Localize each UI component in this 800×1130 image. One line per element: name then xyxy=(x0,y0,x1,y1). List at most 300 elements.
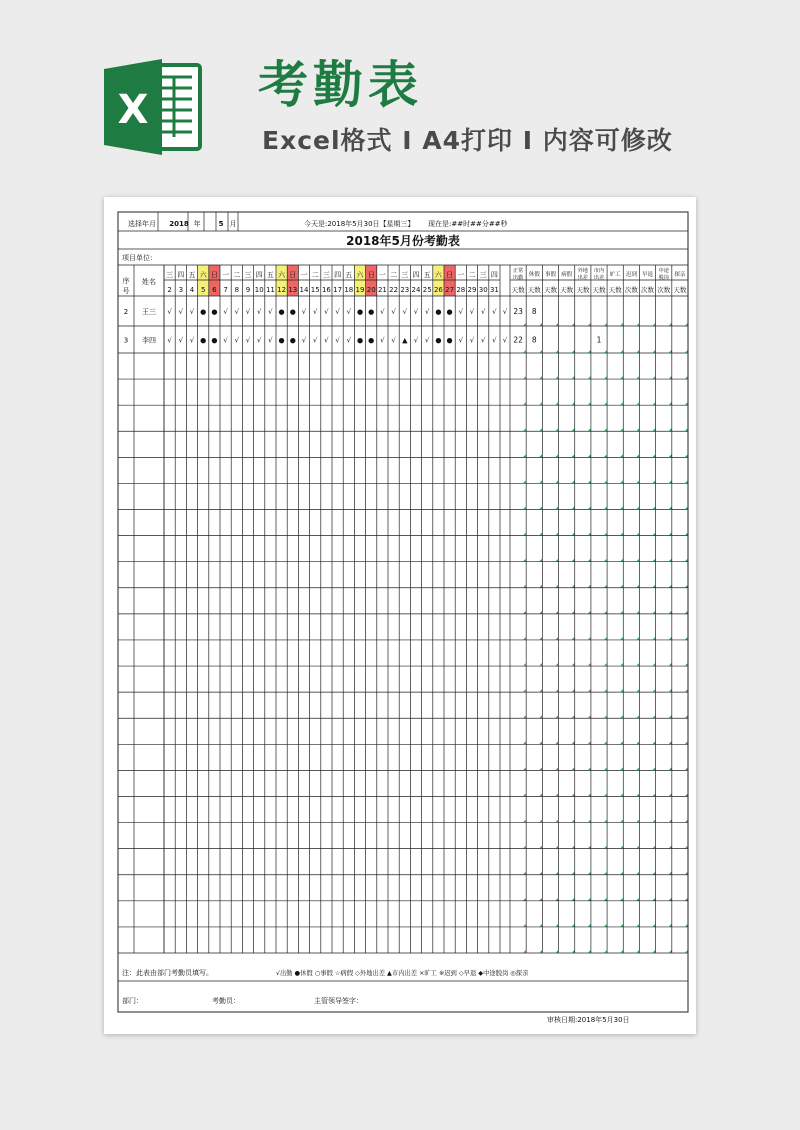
cell-comment-marker xyxy=(572,323,575,326)
review-date: 审核日期:2018年5月30日 xyxy=(547,1016,630,1024)
cell-comment-marker xyxy=(588,611,591,614)
cell-comment-marker xyxy=(588,846,591,849)
cell-comment-marker xyxy=(653,689,656,692)
day-number: 11 xyxy=(265,286,275,294)
attendance-mark: √ xyxy=(391,336,396,345)
attendance-mark: √ xyxy=(492,336,497,345)
day-number: 5 xyxy=(200,286,206,294)
cell-comment-marker xyxy=(653,611,656,614)
day-number: 16 xyxy=(321,286,331,294)
attendance-mark: ● xyxy=(200,308,207,316)
note-text: 注：此表由部门考勤员填写。 xyxy=(122,969,213,977)
cell-comment-marker xyxy=(604,767,607,770)
cell-comment-marker xyxy=(620,689,623,692)
attendance-mark: √ xyxy=(178,308,184,316)
weekday-header: 六 xyxy=(434,271,442,279)
cell-comment-marker xyxy=(604,533,607,536)
cell-comment-marker xyxy=(620,715,623,718)
cell-comment-marker xyxy=(523,715,526,718)
weekday-header: 一 xyxy=(300,271,308,279)
attendance-mark: √ xyxy=(301,308,307,316)
cell-comment-marker xyxy=(636,898,639,901)
attendance-mark: √ xyxy=(301,336,307,345)
cell-comment-marker xyxy=(653,846,656,849)
year-unit: 年 xyxy=(193,220,201,228)
weekday-header: 一 xyxy=(378,271,386,279)
weekday-header: 五 xyxy=(188,271,196,279)
attendance-mark: √ xyxy=(469,336,475,345)
cell-comment-marker xyxy=(572,533,575,536)
cell-comment-marker xyxy=(523,663,526,666)
day-number: 10 xyxy=(254,286,264,294)
today-text: 今天是:2018年5月30日【星期三】 xyxy=(304,220,415,228)
attendance-mark: √ xyxy=(458,336,464,345)
summary-header-line2: 脱岗 xyxy=(658,275,669,281)
seq-header-line1: 序 xyxy=(122,277,130,285)
cell-comment-marker xyxy=(685,376,688,379)
cell-comment-marker xyxy=(604,350,607,353)
weekday-header: 日 xyxy=(446,271,454,279)
cell-comment-marker xyxy=(636,480,639,483)
cell-comment-marker xyxy=(539,507,542,510)
weekday-header: 五 xyxy=(266,271,274,279)
day-number: 25 xyxy=(422,286,432,294)
attendance-mark: ● xyxy=(278,308,285,316)
attendance-mark: ● xyxy=(211,308,218,316)
cell-comment-marker xyxy=(620,559,623,562)
cell-comment-marker xyxy=(572,715,575,718)
day-number: 9 xyxy=(245,286,251,294)
cell-comment-marker xyxy=(685,559,688,562)
clerk-label: 考勤员： xyxy=(212,997,240,1005)
cell-comment-marker xyxy=(636,872,639,875)
cell-comment-marker xyxy=(588,793,591,796)
attendance-mark: √ xyxy=(492,308,497,316)
month-unit: 月 xyxy=(229,220,237,228)
cell-comment-marker xyxy=(669,428,672,431)
attendance-mark: √ xyxy=(189,308,195,316)
cell-comment-marker xyxy=(572,898,575,901)
attendance-mark: √ xyxy=(424,336,430,345)
cell-comment-marker xyxy=(572,872,575,875)
cell-comment-marker xyxy=(653,741,656,744)
day-number: 18 xyxy=(344,286,354,294)
cell-comment-marker xyxy=(523,507,526,510)
cell-comment-marker xyxy=(685,637,688,640)
cell-comment-marker xyxy=(653,637,656,640)
cell-comment-marker xyxy=(523,454,526,457)
cell-comment-marker xyxy=(685,924,688,927)
cell-comment-marker xyxy=(539,454,542,457)
attendance-mark: ● xyxy=(368,336,375,345)
attendance-mark: √ xyxy=(256,308,262,316)
cell-comment-marker xyxy=(653,323,656,326)
cell-comment-marker xyxy=(539,950,542,953)
cell-comment-marker xyxy=(572,559,575,562)
attendance-mark: √ xyxy=(312,308,318,316)
cell-comment-marker xyxy=(620,533,623,536)
weekday-header: 日 xyxy=(289,271,297,279)
cell-comment-marker xyxy=(620,820,623,823)
cell-comment-marker xyxy=(653,663,656,666)
cell-comment-marker xyxy=(556,350,559,353)
cell-comment-marker xyxy=(604,611,607,614)
cell-comment-marker xyxy=(523,323,526,326)
day-number: 23 xyxy=(400,286,410,294)
weekday-header: 二 xyxy=(311,271,319,279)
summary-value: 23 xyxy=(513,307,523,316)
cell-comment-marker xyxy=(539,559,542,562)
cell-comment-marker xyxy=(539,898,542,901)
cell-comment-marker xyxy=(539,689,542,692)
cell-comment-marker xyxy=(523,950,526,953)
attendance-mark: ● xyxy=(289,336,296,345)
attendance-mark: √ xyxy=(223,308,228,316)
cell-comment-marker xyxy=(588,715,591,718)
weekday-header: 三 xyxy=(401,271,409,279)
cell-comment-marker xyxy=(588,767,591,770)
cell-comment-marker xyxy=(636,402,639,405)
cell-comment-marker xyxy=(556,480,559,483)
cell-comment-marker xyxy=(588,924,591,927)
cell-comment-marker xyxy=(604,846,607,849)
attendance-mark: ▲ xyxy=(402,336,408,345)
cell-comment-marker xyxy=(604,480,607,483)
cell-comment-marker xyxy=(604,402,607,405)
attendance-mark: ● xyxy=(211,336,218,345)
cell-comment-marker xyxy=(636,611,639,614)
day-number: 31 xyxy=(489,286,499,294)
cell-comment-marker xyxy=(620,741,623,744)
attendance-mark: √ xyxy=(402,308,408,316)
sheet-border xyxy=(118,212,688,1012)
summary-header: 病假 xyxy=(561,272,573,278)
attendance-mark: √ xyxy=(480,336,486,345)
weekday-header: 三 xyxy=(479,271,487,279)
cell-comment-marker xyxy=(572,689,575,692)
cell-comment-marker xyxy=(588,350,591,353)
cell-comment-marker xyxy=(588,820,591,823)
cell-comment-marker xyxy=(620,846,623,849)
day-number: 13 xyxy=(288,286,298,294)
attendance-mark: √ xyxy=(234,308,240,316)
cell-comment-marker xyxy=(669,323,672,326)
cell-comment-marker xyxy=(523,428,526,431)
day-number: 3 xyxy=(178,286,184,294)
cell-comment-marker xyxy=(539,663,542,666)
attendance-mark: √ xyxy=(256,336,262,345)
cell-comment-marker xyxy=(620,480,623,483)
cell-comment-marker xyxy=(523,767,526,770)
cell-comment-marker xyxy=(539,846,542,849)
cell-comment-marker xyxy=(556,507,559,510)
cell-comment-marker xyxy=(588,402,591,405)
cell-comment-marker xyxy=(572,402,575,405)
cell-comment-marker xyxy=(556,559,559,562)
attendance-mark: √ xyxy=(391,308,396,316)
cell-comment-marker xyxy=(539,715,542,718)
cell-comment-marker xyxy=(636,559,639,562)
cell-comment-marker xyxy=(572,480,575,483)
cell-comment-marker xyxy=(523,846,526,849)
cell-comment-marker xyxy=(556,898,559,901)
cell-comment-marker xyxy=(669,507,672,510)
summary-header-line1: 正常 xyxy=(512,268,524,274)
weekday-header: 日 xyxy=(367,271,375,279)
cell-comment-marker xyxy=(669,533,672,536)
month-value: 5 xyxy=(218,220,224,228)
cell-comment-marker xyxy=(620,611,623,614)
summary-header-line1: 市内 xyxy=(593,268,605,274)
cell-comment-marker xyxy=(572,350,575,353)
attendance-mark: √ xyxy=(346,336,352,345)
attendance-mark: ● xyxy=(368,308,375,316)
cell-comment-marker xyxy=(523,480,526,483)
cell-comment-marker xyxy=(523,376,526,379)
cell-comment-marker xyxy=(685,323,688,326)
summary-value: 8 xyxy=(531,307,537,316)
summary-header: 探亲 xyxy=(674,272,686,278)
cell-comment-marker xyxy=(588,950,591,953)
cell-comment-marker xyxy=(523,820,526,823)
cell-comment-marker xyxy=(669,820,672,823)
cell-comment-marker xyxy=(685,663,688,666)
attendance-sheet xyxy=(104,197,696,1034)
select-month-label: 选择年月 xyxy=(128,220,156,228)
attendance-mark: √ xyxy=(380,308,385,316)
cell-comment-marker xyxy=(539,428,542,431)
cell-comment-marker xyxy=(685,402,688,405)
cell-comment-marker xyxy=(653,507,656,510)
cell-comment-marker xyxy=(653,350,656,353)
cell-comment-marker xyxy=(588,898,591,901)
attendance-mark: √ xyxy=(268,308,273,316)
cell-comment-marker xyxy=(685,846,688,849)
cell-comment-marker xyxy=(572,741,575,744)
cell-comment-marker xyxy=(685,507,688,510)
weekday-header: 六 xyxy=(356,271,364,279)
cell-comment-marker xyxy=(604,689,607,692)
cell-comment-marker xyxy=(620,767,623,770)
cell-comment-marker xyxy=(572,507,575,510)
cell-comment-marker xyxy=(523,637,526,640)
cell-comment-marker xyxy=(523,872,526,875)
cell-comment-marker xyxy=(669,872,672,875)
attendance-mark: ● xyxy=(356,336,364,345)
day-number: 8 xyxy=(234,286,240,294)
attendance-mark-extra: √ xyxy=(502,308,508,316)
cell-comment-marker xyxy=(620,637,623,640)
cell-comment-marker xyxy=(572,454,575,457)
summary-unit: 次数 xyxy=(624,286,638,294)
attendance-mark: √ xyxy=(234,336,240,345)
summary-value: 8 xyxy=(531,335,537,345)
attendance-mark: ● xyxy=(278,336,285,345)
cell-comment-marker xyxy=(556,376,559,379)
legend-text: √出勤 ●休假 ○事假 ☆病假 ◇外地出差 ▲市内出差 ×旷工 ※迟到 ◇早退 ◆中途脱岗 ◎探亲 xyxy=(276,970,529,977)
attendance-mark: √ xyxy=(335,308,340,316)
weekday-header: 四 xyxy=(255,271,263,279)
cell-comment-marker xyxy=(669,689,672,692)
cell-comment-marker xyxy=(588,559,591,562)
cell-comment-marker xyxy=(556,611,559,614)
cell-comment-marker xyxy=(556,585,559,588)
page-subtitle: Excel格式 I A4打印 I 内容可修改 xyxy=(262,126,673,155)
cell-comment-marker xyxy=(669,898,672,901)
attendance-mark: √ xyxy=(480,308,486,316)
attendance-mark: √ xyxy=(178,336,184,345)
cell-comment-marker xyxy=(604,924,607,927)
cell-comment-marker xyxy=(620,585,623,588)
cell-comment-marker xyxy=(604,715,607,718)
cell-comment-marker xyxy=(523,898,526,901)
page-title: 考勤表 xyxy=(258,56,423,114)
cell-comment-marker xyxy=(523,689,526,692)
cell-comment-marker xyxy=(669,454,672,457)
cell-comment-marker xyxy=(556,323,559,326)
cell-comment-marker xyxy=(604,585,607,588)
cell-comment-marker xyxy=(653,559,656,562)
cell-comment-marker xyxy=(620,663,623,666)
year-value: 2018 xyxy=(169,220,189,228)
summary-unit: 天数 xyxy=(592,286,606,294)
cell-comment-marker xyxy=(523,741,526,744)
cell-comment-marker xyxy=(556,950,559,953)
cell-comment-marker xyxy=(685,689,688,692)
cell-comment-marker xyxy=(588,637,591,640)
cell-comment-marker xyxy=(604,507,607,510)
cell-comment-marker xyxy=(556,663,559,666)
summary-unit: 天数 xyxy=(527,286,541,294)
row-seq: 3 xyxy=(123,336,129,345)
cell-comment-marker xyxy=(572,924,575,927)
cell-comment-marker xyxy=(636,350,639,353)
day-number: 7 xyxy=(223,286,228,294)
cell-comment-marker xyxy=(653,428,656,431)
summary-header-line2: 出差 xyxy=(593,275,605,281)
cell-comment-marker xyxy=(604,950,607,953)
cell-comment-marker xyxy=(685,454,688,457)
attendance-mark: √ xyxy=(413,308,419,316)
cell-comment-marker xyxy=(556,924,559,927)
cell-comment-marker xyxy=(556,533,559,536)
cell-comment-marker xyxy=(539,402,542,405)
department-label: 部门： xyxy=(122,997,143,1005)
cell-comment-marker xyxy=(539,611,542,614)
cell-comment-marker xyxy=(685,480,688,483)
cell-comment-marker xyxy=(685,585,688,588)
cell-comment-marker xyxy=(653,872,656,875)
summary-unit: 天数 xyxy=(576,286,590,294)
cell-comment-marker xyxy=(669,480,672,483)
cell-comment-marker xyxy=(685,767,688,770)
day-number: 22 xyxy=(389,286,399,294)
cell-comment-marker xyxy=(669,376,672,379)
day-number: 17 xyxy=(333,286,343,294)
cell-comment-marker xyxy=(685,741,688,744)
cell-comment-marker xyxy=(556,402,559,405)
cell-comment-marker xyxy=(653,454,656,457)
attendance-mark: √ xyxy=(167,308,172,316)
attendance-mark: √ xyxy=(469,308,475,316)
cell-comment-marker xyxy=(685,820,688,823)
cell-comment-marker xyxy=(669,767,672,770)
day-number: 27 xyxy=(445,286,455,294)
weekday-header: 三 xyxy=(244,271,252,279)
cell-comment-marker xyxy=(588,454,591,457)
attendance-mark: √ xyxy=(458,308,464,316)
cell-comment-marker xyxy=(556,872,559,875)
summary-header: 事假 xyxy=(544,272,556,278)
attendance-mark: √ xyxy=(223,336,228,345)
attendance-mark: ● xyxy=(435,308,442,316)
attendance-mark: √ xyxy=(324,336,329,345)
summary-header-line1: 外地 xyxy=(577,268,589,274)
cell-comment-marker xyxy=(588,872,591,875)
cell-comment-marker xyxy=(620,898,623,901)
weekday-header: 五 xyxy=(345,271,353,279)
cell-comment-marker xyxy=(523,611,526,614)
cell-comment-marker xyxy=(620,793,623,796)
cell-comment-marker xyxy=(685,715,688,718)
cell-comment-marker xyxy=(669,350,672,353)
cell-comment-marker xyxy=(604,376,607,379)
cell-comment-marker xyxy=(620,950,623,953)
summary-unit: 次数 xyxy=(657,286,671,294)
excel-logo-icon xyxy=(100,55,204,159)
summary-value: 1 xyxy=(596,335,602,345)
cell-comment-marker xyxy=(523,533,526,536)
cell-comment-marker xyxy=(572,793,575,796)
attendance-mark-extra: √ xyxy=(502,336,508,345)
cell-comment-marker xyxy=(685,611,688,614)
cell-comment-marker xyxy=(523,924,526,927)
cell-comment-marker xyxy=(669,585,672,588)
cell-comment-marker xyxy=(620,507,623,510)
cell-comment-marker xyxy=(653,715,656,718)
cell-comment-marker xyxy=(685,950,688,953)
summary-header-line2: 出差 xyxy=(577,275,589,281)
cell-comment-marker xyxy=(620,924,623,927)
day-number: 15 xyxy=(310,286,320,294)
summary-value: 22 xyxy=(513,335,523,345)
cell-comment-marker xyxy=(539,793,542,796)
cell-comment-marker xyxy=(523,559,526,562)
cell-comment-marker xyxy=(572,767,575,770)
attendance-mark: √ xyxy=(167,336,172,345)
weekday-header: 二 xyxy=(468,271,476,279)
weekday-header: 日 xyxy=(210,271,218,279)
cell-comment-marker xyxy=(620,323,623,326)
row-name: 王三 xyxy=(142,308,156,316)
cell-comment-marker xyxy=(636,533,639,536)
cell-comment-marker xyxy=(636,376,639,379)
cell-comment-marker xyxy=(556,846,559,849)
cell-comment-marker xyxy=(588,480,591,483)
cell-comment-marker xyxy=(572,820,575,823)
cell-comment-marker xyxy=(636,846,639,849)
weekday-header: 四 xyxy=(334,271,342,279)
cell-comment-marker xyxy=(588,507,591,510)
cell-comment-marker xyxy=(604,793,607,796)
weekday-header: 四 xyxy=(490,271,498,279)
day-number: 12 xyxy=(277,286,287,294)
cell-comment-marker xyxy=(604,637,607,640)
attendance-mark: √ xyxy=(346,308,352,316)
day-number: 19 xyxy=(355,286,365,294)
day-number: 29 xyxy=(467,286,477,294)
weekday-header: 一 xyxy=(457,271,465,279)
